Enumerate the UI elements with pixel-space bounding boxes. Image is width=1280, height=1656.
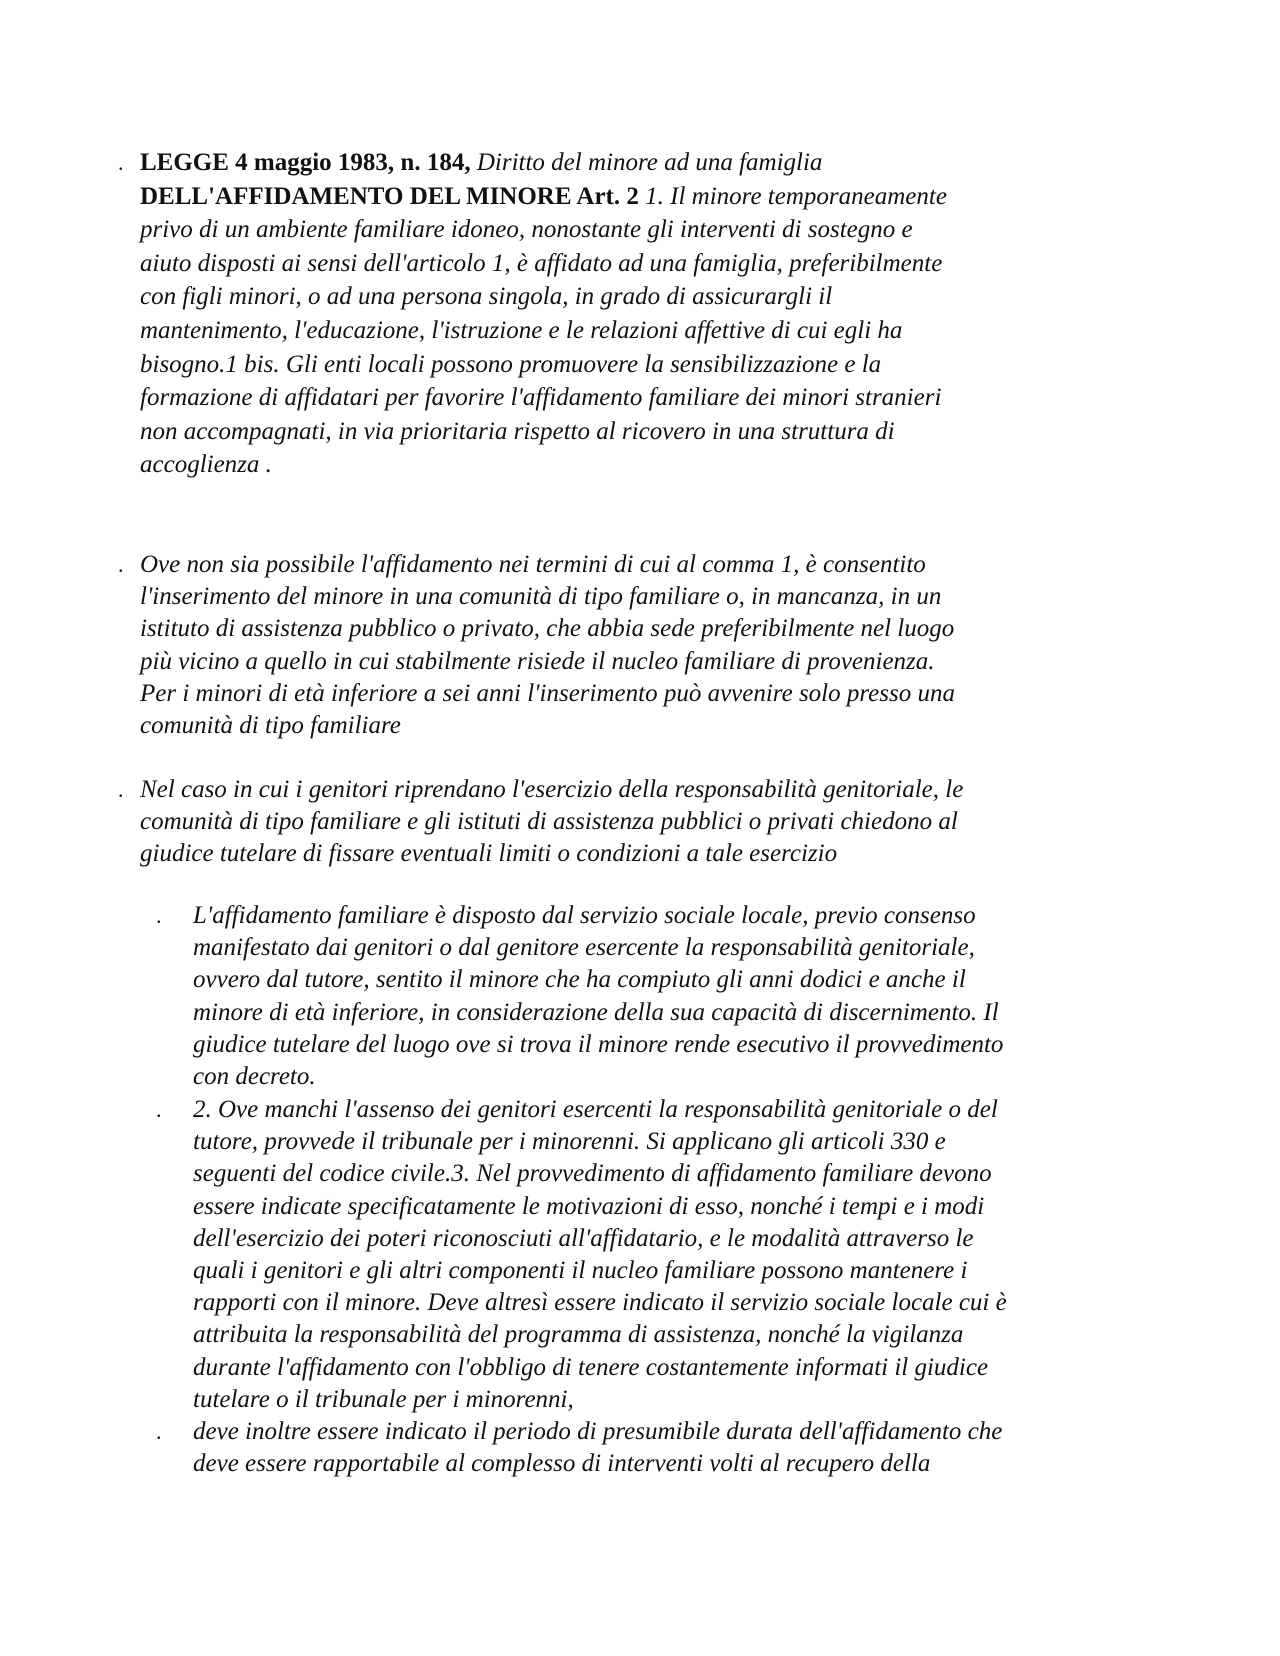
text-line: deve essere rapportabile al complesso di interventi volti al recupero della <box>193 1450 931 1478</box>
paragraph-text <box>193 1094 1163 1416</box>
text-line: seguenti del codice civile.3. Nel provvedimento di affidamento familiare devono <box>193 1160 992 1188</box>
text-line: aiuto disposti ai sensi dell'articolo 1, è affidato ad una famiglia, preferibilmente <box>140 249 943 277</box>
article-start: 1. Il minore temporaneamente <box>638 182 947 210</box>
text-line: giudice tutelare di fissare eventuali limiti o condizioni a tale esercizio <box>140 840 838 868</box>
law-subtitle: Diritto del minore ad una famiglia <box>470 149 823 176</box>
text-line: formazione di affidatari per favorire l'affidamento familiare dei minori stranieri <box>140 384 942 412</box>
text-line: tutore, provvede il tribunale per i minorenni. Si applicano gli articoli 330 e <box>193 1128 946 1156</box>
text-line: rapporti con il minore. Deve altresì essere indicato il servizio sociale locale cui è <box>193 1289 1007 1317</box>
text-line: ovvero dal tutore, sentito il minore che ha compiuto gli anni dodici e anche il <box>193 966 966 994</box>
text-line: bisogno.1 bis. Gli enti locali possono promuovere la sensibilizzazione e la <box>140 350 882 378</box>
bullet: . <box>118 777 124 802</box>
text-line: L'affidamento familiare è disposto dal servizio sociale locale, previo consenso <box>193 902 976 929</box>
paragraph-text <box>140 774 1163 871</box>
text-line: tutelare o il tribunale per i minorenni, <box>193 1385 574 1413</box>
text-line: più vicino a quello in cui stabilmente risiede il nucleo familiare di provenienza. <box>140 647 935 675</box>
text-line: istituto di assistenza pubblico o privato, che abbia sede preferibilmente nel luogo <box>140 615 955 643</box>
paragraph-text <box>193 1416 1163 1480</box>
text-line: Nel caso in cui i genitori riprendano l'esercizio della responsabilità genitoriale, le <box>140 776 964 803</box>
paragraph-text <box>140 549 1163 742</box>
bullet: . <box>118 552 124 577</box>
article-line <box>140 180 1163 214</box>
law-title: LEGGE 4 maggio 1983, n. 184, <box>140 149 471 176</box>
heading-line <box>140 146 1163 180</box>
bullet: . <box>156 903 162 928</box>
text-line: con figli minori, o ad una persona singola, in grado di assicurargli il <box>140 283 833 311</box>
text-line: Per i minori di età inferiore a sei anni l'inserimento può avvenire solo presso una <box>140 679 955 707</box>
text-line: manifestato dai genitori o dal genitore esercente la responsabilità genitoriale, <box>193 934 975 962</box>
text-line: deve inoltre essere indicato il periodo di presumibile durata dell'affidamento che <box>193 1418 1003 1445</box>
text-line: giudice tutelare del luogo ove si trova il minore rende esecutivo il provvedimento <box>193 1030 1004 1058</box>
text-line: durante l'affidamento con l'obbligo di tenere costantemente informati il giudice <box>193 1353 989 1381</box>
paragraph-text <box>140 146 1163 482</box>
article-heading: DELL'AFFIDAMENTO DEL MINORE Art. 2 <box>140 182 639 210</box>
text-line: l'inserimento del minore in una comunità di tipo familiare o, in mancanza, in un <box>140 583 942 611</box>
text-line: con decreto. <box>193 1063 316 1091</box>
text-line: minore di età inferiore, in considerazione della sua capacità di discernimento. Il <box>193 998 999 1026</box>
text-line: comunità di tipo familiare e gli istituti di assistenza pubblici o privati chiedono al <box>140 808 958 836</box>
bullet: . <box>156 1419 162 1444</box>
text-line: mantenimento, l'educazione, l'istruzione e le relazioni affettive di cui egli ha <box>140 316 903 344</box>
text-line: Ove non sia possibile l'affidamento nei termini di cui al comma 1, è consentito <box>140 551 926 578</box>
text-line: accoglienza . <box>140 451 272 479</box>
bullet: . <box>156 1097 162 1122</box>
text-line: quali i genitori e gli altri componenti il nucleo familiare possono mantenere i <box>193 1257 968 1285</box>
text-line: comunità di tipo familiare <box>140 712 401 740</box>
text-line: non accompagnati, in via prioritaria rispetto al ricovero in una struttura di <box>140 417 895 445</box>
text-line: 2. Ove manchi l'assenso dei genitori esercenti la responsabilità genitoriale o del <box>193 1096 998 1123</box>
bullet: . <box>118 150 124 175</box>
text-line: attribuita la responsabilità del programma di assistenza, nonché la vigilanza <box>193 1321 964 1349</box>
text-line: dell'esercizio dei poteri riconosciuti all'affidatario, e le modalità attraverso le <box>193 1224 974 1252</box>
text-line: privo di un ambiente familiare idoneo, nonostante gli interventi di sostegno e <box>140 216 913 244</box>
paragraph-text <box>193 900 1163 1093</box>
text-line: essere indicate specificatamente le motivazioni di esso, nonché i tempi e i modi <box>193 1192 985 1220</box>
